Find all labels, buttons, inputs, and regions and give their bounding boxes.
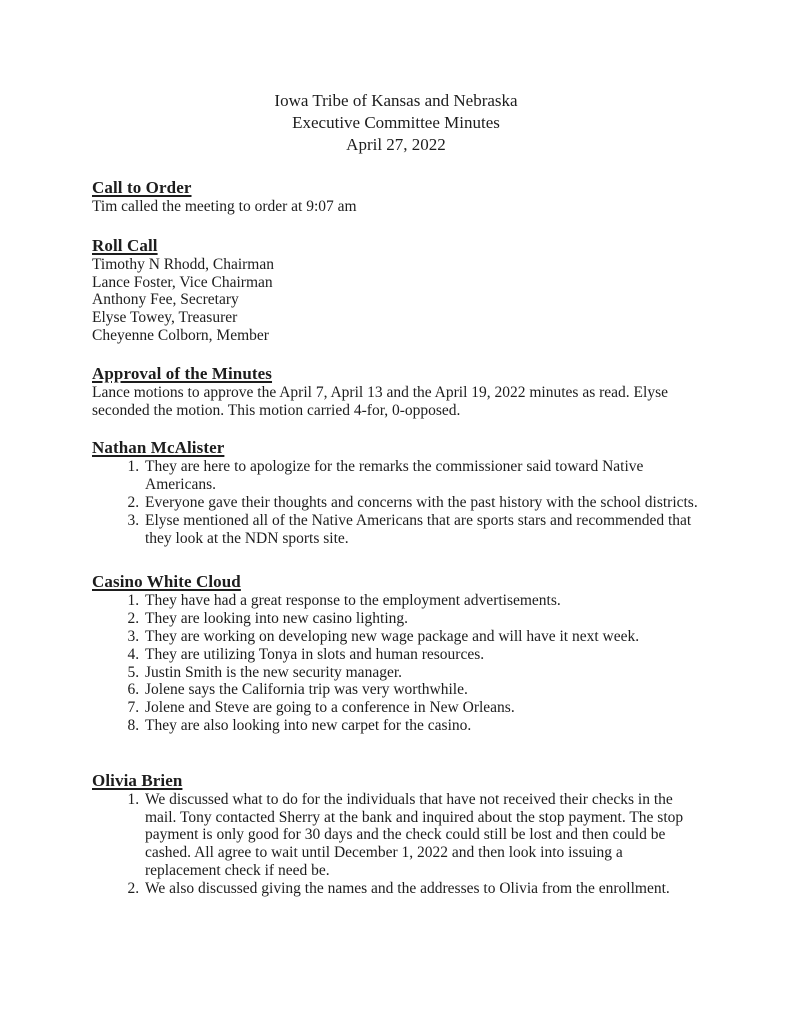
list-item: 6. Jolene says the California trip was very worthwhile. [143, 681, 700, 699]
title-line-org: Iowa Tribe of Kansas and Nebraska [274, 91, 518, 110]
list-item: 1. They are here to apologize for the remarks the commissioner said toward Native Americans. [143, 458, 700, 494]
section-approval-of-minutes [92, 364, 700, 420]
section-roll-call [92, 236, 700, 345]
roll-call-line: Timothy N Rhodd, Chairman [92, 255, 274, 273]
list-item: 3. They are working on developing new wage package and will have it next week. [143, 628, 700, 646]
roll-call-line: Anthony Fee, Secretary [92, 291, 239, 309]
list-item: 5. Justin Smith is the new security manager. [143, 664, 700, 682]
list-item: 3. Elyse mentioned all of the Native Americans that are sports stars and recommended that they look at the NDN sports site. [143, 512, 700, 548]
roll-call-line: Lance Foster, Vice Chairman [92, 273, 273, 291]
list-item: 8. They are also looking into new carpet for the casino. [143, 717, 700, 735]
document-header [92, 90, 700, 156]
list-item: 1. We discussed what to do for the individuals that have not received their checks in the mail. Tony contacted Sherry at the bank and inquired about the stop payment. The stop payment is only good for 30 days and the check could still be lost and then could be cashed. All agree to wait until December 1, 2022 and then look into issuing a replacement check if need be. [143, 791, 700, 880]
title-line-date: April 27, 2022 [346, 135, 446, 154]
list-item: 4. They are utilizing Tonya in slots and human resources. [143, 646, 700, 664]
list-item: 1. They have had a great response to the employment advertisements. [143, 592, 700, 610]
section-paragraph: Lance motions to approve the April 7, April 13 and the April 19, 2022 minutes as read. Elyse seconded the motion. This motion carried 4-for, 0-opposed. [92, 383, 668, 419]
roll-call-line: Cheyenne Colborn, Member [92, 326, 269, 344]
section-heading: Casino White Cloud [92, 572, 241, 592]
section-heading: Olivia Brien [92, 770, 183, 790]
numbered-list [92, 458, 700, 547]
list-item: 2. They are looking into new casino lighting. [143, 610, 700, 628]
section-heading: Nathan McAlister [92, 438, 225, 458]
numbered-list [92, 592, 700, 734]
list-item: 7. Jolene and Steve are going to a conference in New Orleans. [143, 699, 700, 717]
section-paragraph: Tim called the meeting to order at 9:07 am [92, 198, 357, 215]
list-item: 2. We also discussed giving the names and the addresses to Olivia from the enrollment. [143, 880, 700, 898]
roll-call-line: Elyse Towey, Treasurer [92, 309, 238, 327]
section-heading: Call to Order [92, 178, 192, 197]
section-olivia-brien [92, 771, 700, 898]
section-nathan-mcalister [92, 438, 700, 547]
section-heading: Approval of the Minutes [92, 363, 273, 383]
section-casino-white-cloud [92, 572, 700, 734]
section-heading: Roll Call [92, 235, 158, 255]
numbered-list [92, 791, 700, 898]
title-line-doc-type: Executive Committee Minutes [292, 113, 500, 132]
list-item: 2. Everyone gave their thoughts and concerns with the past history with the school districts. [143, 494, 700, 512]
section-call-to-order [92, 178, 700, 216]
